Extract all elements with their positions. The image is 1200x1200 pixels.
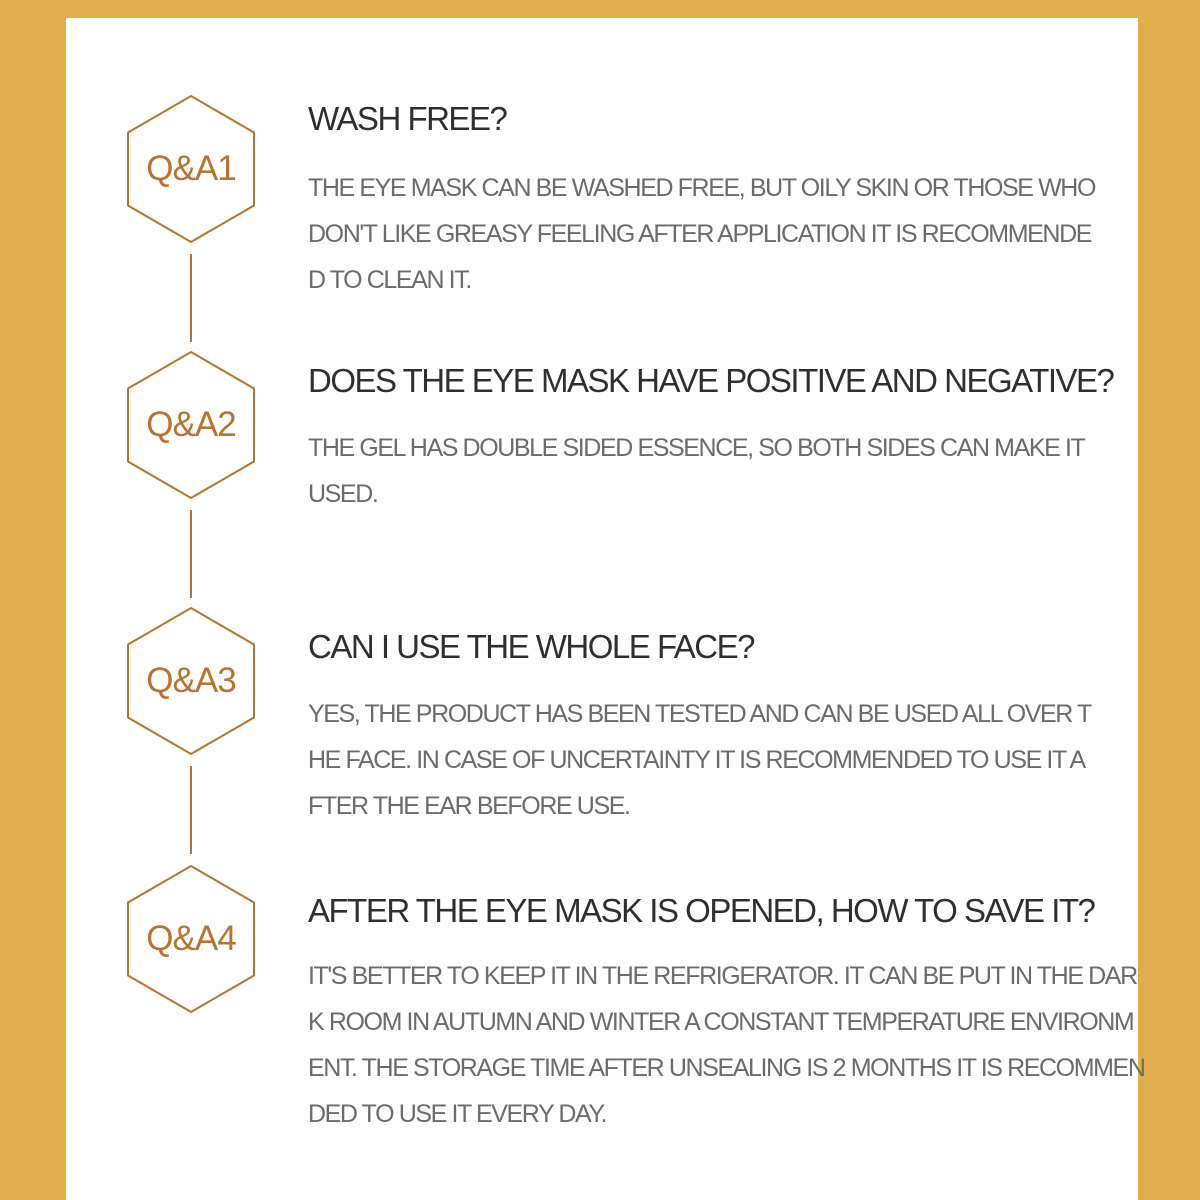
qa1-answer <box>308 165 1138 303</box>
qa1-answer-line: D TO CLEAN IT. <box>308 266 471 294</box>
qa3-connector-line <box>190 766 192 854</box>
qa4-answer-line: DED TO USE IT EVERY DAY. <box>308 1100 607 1128</box>
qa2-answer <box>308 425 1138 517</box>
qa4-answer-line: ENT. THE STORAGE TIME AFTER UNSEALING IS 2 MONTHS IT IS RECOMMEN <box>308 1054 1145 1082</box>
qa2-connector-line <box>190 510 192 598</box>
qa4-answer-line: K ROOM IN AUTUMN AND WINTER A CONSTANT TEMPERATURE ENVIRONM <box>308 1008 1134 1036</box>
qa4-answer-line: IT'S BETTER TO KEEP IT IN THE REFRIGERATOR. IT CAN BE PUT IN THE DAR <box>308 962 1137 990</box>
qa1-badge-label: Q&A1 <box>146 149 236 188</box>
qa3-question: CAN I USE THE WHOLE FACE? <box>308 628 754 665</box>
qa2-answer-line: THE GEL HAS DOUBLE SIDED ESSENCE, SO BOTH SIDES CAN MAKE IT <box>308 434 1085 462</box>
qa2-hexagon-badge <box>126 350 256 500</box>
qa4-question: AFTER THE EYE MASK IS OPENED, HOW TO SAVE IT? <box>308 892 1095 929</box>
qa2-question: DOES THE EYE MASK HAVE POSITIVE AND NEGATIVE? <box>308 362 1114 399</box>
qa4-badge-label: Q&A4 <box>146 919 236 958</box>
qa4-answer <box>308 953 1145 1137</box>
qa1-question: WASH FREE? <box>308 100 507 137</box>
qa2-badge-label: Q&A2 <box>146 405 236 444</box>
qa3-answer-line: HE FACE. IN CASE OF UNCERTAINTY IT IS RECOMMENDED TO USE IT A <box>308 746 1085 774</box>
qa3-answer-line: YES, THE PRODUCT HAS BEEN TESTED AND CAN BE USED ALL OVER T <box>308 700 1091 728</box>
qa3-hexagon-badge <box>126 606 256 756</box>
qa3-answer <box>308 691 1138 829</box>
qa1-answer-line: THE EYE MASK CAN BE WASHED FREE, BUT OILY SKIN OR THOSE WHO <box>308 174 1096 202</box>
qa2-answer-line: USED. <box>308 480 378 508</box>
qa1-connector-line <box>190 254 192 342</box>
qa3-badge-label: Q&A3 <box>146 661 236 700</box>
qa1-hexagon-badge <box>126 94 256 244</box>
qa1-answer-line: DON'T LIKE GREASY FEELING AFTER APPLICATION IT IS RECOMMENDE <box>308 220 1092 248</box>
qa3-answer-line: FTER THE EAR BEFORE USE. <box>308 792 630 820</box>
qa4-hexagon-badge <box>126 864 256 1014</box>
